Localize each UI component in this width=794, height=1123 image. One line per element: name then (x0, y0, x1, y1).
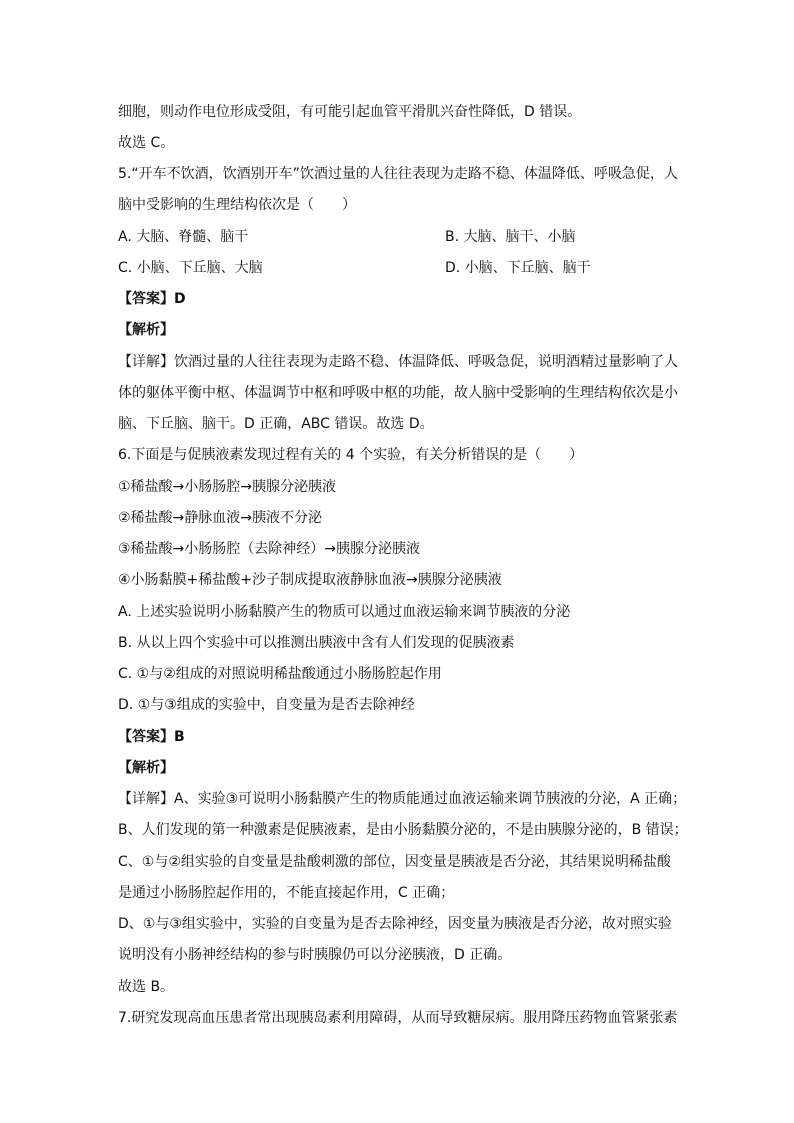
q6-option-d: D. ①与③组成的实验中，自变量为是否去除神经 (118, 697, 415, 713)
q5-answer: 【答案】D (118, 291, 186, 307)
q5-stem-line1: 5.“开车不饮酒，饮酒别开车”饮酒过量的人往往表现为走路不稳、体温降低、呼吸急促，人 (118, 166, 678, 182)
q5-option-c: C. 小脑、下丘脑、大脑 (118, 260, 263, 276)
q6-conclusion: 故选 B。 (118, 979, 175, 995)
q5-detail-line1: 【详解】饮酒过量的人往往表现为走路不稳、体温降低、呼吸急促，说明酒精过量影响了人 (118, 354, 678, 370)
q5-stem-line2: 脑中受影响的生理结构依次是（ ） (118, 197, 356, 213)
q5-detail-line3: 脑、下丘脑、脑干。D 正确，ABC 错误。故选 D。 (118, 416, 434, 432)
q6-stem: 6.下面是与促胰液素发现过程有关的 4 个实验，有关分析错误的是（ ） (118, 447, 584, 463)
q6-experiment-2: ②稀盐酸→静脉血液→胰液不分泌 (118, 510, 323, 526)
prev-answer-continuation: 细胞，则动作电位形成受阻，有可能引起血管平滑肌兴奋性降低，D 错误。 (118, 104, 582, 120)
q6-detail-line2: B、人们发现的第一种激素是促胰液素，是由小肠黏膜分泌的，不是由胰腺分泌的，B 错误； (118, 822, 688, 838)
q5-detail-line2: 体的躯体平衡中枢、体温调节中枢和呼吸中枢的功能，故人脑中受影响的生理结构依次是小 (118, 385, 678, 401)
q6-detail-line5: D、①与③组实验中，实验的自变量为是否去除神经，因变量为胰液是否分泌，故对照实验 (118, 916, 672, 932)
q6-detail-line4: 是通过小肠肠腔起作用的，不能直接起作用，C 正确； (118, 885, 455, 901)
q6-experiment-3: ③稀盐酸→小肠肠腔（去除神经）→胰腺分泌胰液 (118, 541, 421, 557)
q7-stem-line1: 7.研究发现高血压患者常出现胰岛素利用障碍，从而导致糖尿病。服用降压药物血管紧张素 (118, 1010, 678, 1026)
q5-option-b: B. 大脑、脑干、小脑 (445, 229, 576, 245)
q6-option-b: B. 从以上四个实验中可以推测出胰液中含有人们发现的促胰液素 (118, 635, 515, 651)
q6-option-a: A. 上述实验说明小肠黏膜产生的物质可以通过血液运输来调节胰液的分泌 (118, 604, 571, 620)
q6-experiment-4: ④小肠黏膜+稀盐酸+沙子制成提取液静脉血液→胰腺分泌胰液 (118, 572, 502, 588)
q5-option-d: D. 小脑、下丘脑、脑干 (445, 260, 591, 276)
q6-detail-line3: C、①与②组实验的自变量是盐酸刺激的部位，因变量是胰液是否分泌，其结果说明稀盐酸 (118, 854, 671, 870)
q5-analysis-label: 【解析】 (118, 322, 174, 338)
q6-analysis-label: 【解析】 (118, 760, 174, 776)
q6-experiment-1: ①稀盐酸→小肠肠腔→胰腺分泌胰液 (118, 479, 337, 495)
q5-option-a: A. 大脑、脊髓、脑干 (118, 229, 249, 245)
prev-conclusion: 故选 C。 (118, 135, 175, 151)
q6-option-c: C. ①与②组成的对照说明稀盐酸通过小肠肠腔起作用 (118, 666, 442, 682)
q6-detail-line6: 说明没有小肠神经结构的参与时胰腺仍可以分泌胰液，D 正确。 (118, 947, 512, 963)
q6-answer: 【答案】B (118, 729, 185, 745)
q6-detail-line1: 【详解】A、实验③可说明小肠黏膜产生的物质能通过血液运输来调节胰液的分泌，A 正确； (118, 791, 687, 807)
